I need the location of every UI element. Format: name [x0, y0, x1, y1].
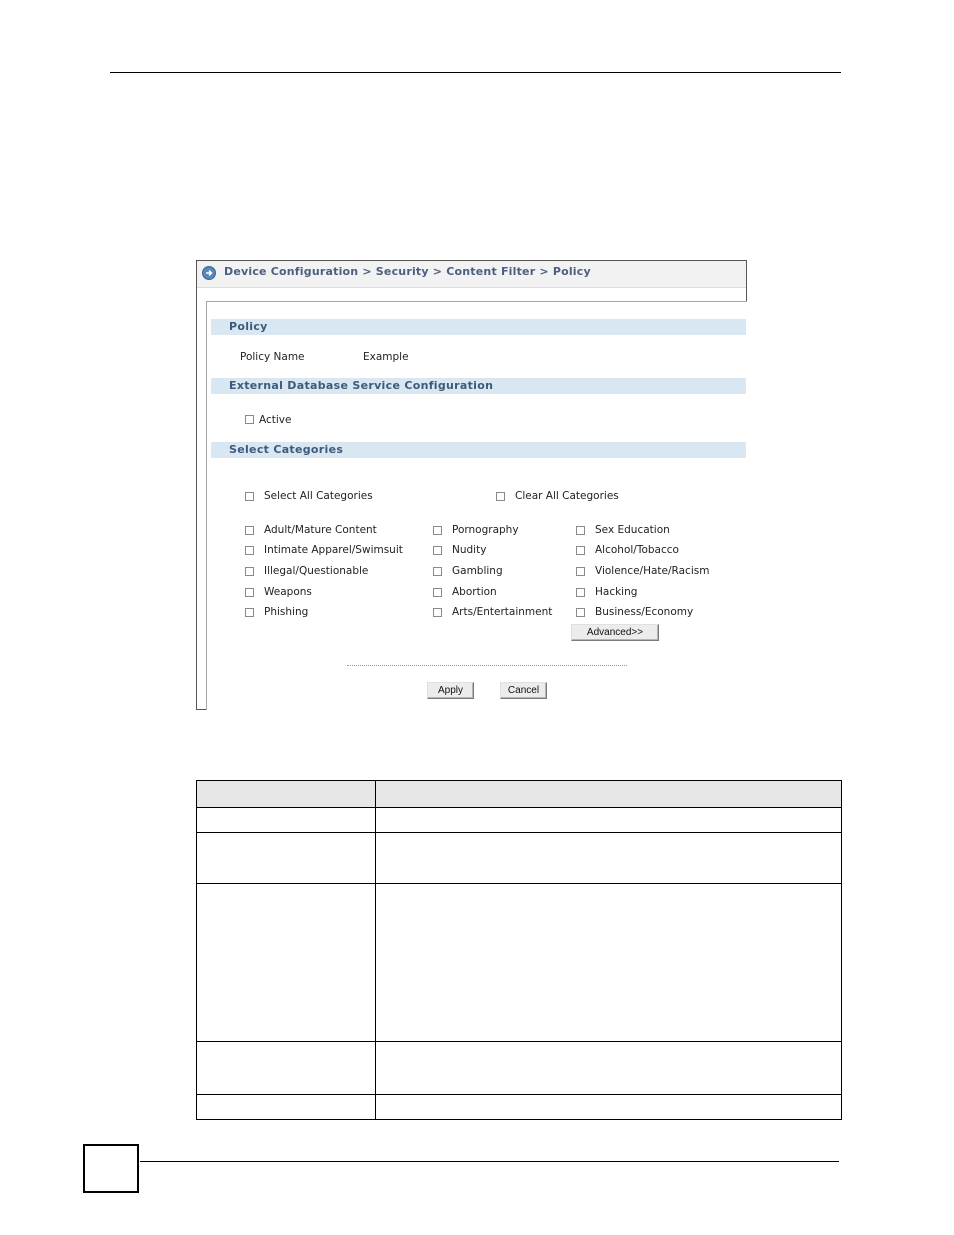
category-checkbox[interactable]: [576, 588, 585, 597]
table-cell: [376, 833, 842, 884]
table-cell: [197, 808, 376, 833]
category-label: Business/Economy: [595, 606, 694, 618]
section-categories-header: [211, 442, 746, 458]
section-title: Select Categories: [229, 443, 344, 456]
category-label: Sex Education: [595, 524, 670, 536]
table-header-cell: [197, 781, 376, 808]
footer-rule: [140, 1161, 839, 1162]
category-checkbox[interactable]: [245, 588, 254, 597]
table-cell: [376, 1042, 842, 1095]
category-label: Alcohol/Tobacco: [595, 544, 679, 556]
policy-name-value: Example: [363, 351, 409, 363]
category-label: Nudity: [452, 544, 487, 556]
table-row: [197, 1042, 842, 1095]
category-label: Hacking: [595, 586, 638, 598]
table-cell: [197, 1095, 376, 1120]
category-label: Pornography: [452, 524, 519, 536]
table-cell: [197, 833, 376, 884]
header-rule: [110, 72, 841, 73]
select-all-checkbox[interactable]: [245, 492, 254, 501]
breadcrumb: Device Configuration > Security > Content Filter > Policy: [224, 265, 591, 278]
category-label: Weapons: [264, 586, 312, 598]
table-header-cell: [376, 781, 842, 808]
content-filter-policy-screen: [196, 260, 747, 710]
select-all-label: Select All Categories: [264, 490, 373, 502]
table-row: [197, 884, 842, 1042]
category-checkbox[interactable]: [576, 608, 585, 617]
table-row: [197, 808, 842, 833]
table-row: [197, 1095, 842, 1120]
category-checkbox[interactable]: [245, 526, 254, 535]
breadcrumb-bar: [197, 261, 746, 288]
table-cell: [376, 1095, 842, 1120]
policy-name-label: Policy Name: [240, 351, 305, 363]
clear-all-label: Clear All Categories: [515, 490, 619, 502]
apply-button[interactable]: Apply: [427, 682, 474, 699]
section-title: External Database Service Configuration: [229, 379, 494, 392]
clear-all-checkbox[interactable]: [496, 492, 505, 501]
category-label: Gambling: [452, 565, 503, 577]
arrow-circle-icon: [202, 266, 216, 280]
category-label: Violence/Hate/Racism: [595, 565, 710, 577]
table-cell: [376, 808, 842, 833]
category-label: Phishing: [264, 606, 309, 618]
category-checkbox[interactable]: [433, 588, 442, 597]
category-checkbox[interactable]: [245, 567, 254, 576]
category-label: Arts/Entertainment: [452, 606, 553, 618]
advanced-button[interactable]: Advanced>>: [571, 624, 659, 641]
category-label: Adult/Mature Content: [264, 524, 377, 536]
cancel-button[interactable]: Cancel: [500, 682, 547, 699]
section-external-db-header: [211, 378, 746, 394]
category-label: Intimate Apparel/Swimsuit: [264, 544, 403, 556]
category-checkbox[interactable]: [245, 546, 254, 555]
active-label: Active: [259, 414, 292, 426]
category-label: Illegal/Questionable: [264, 565, 369, 577]
category-checkbox[interactable]: [245, 608, 254, 617]
category-checkbox[interactable]: [576, 526, 585, 535]
section-title: Policy: [229, 320, 268, 333]
category-checkbox[interactable]: [576, 546, 585, 555]
field-description-table: [196, 780, 842, 1120]
category-label: Abortion: [452, 586, 497, 598]
active-checkbox[interactable]: [245, 415, 254, 424]
table-header-row: [197, 781, 842, 808]
table-cell: [376, 884, 842, 1042]
table-row: [197, 833, 842, 884]
page-number-box: [83, 1144, 139, 1193]
section-policy-header: [211, 319, 746, 335]
category-checkbox[interactable]: [433, 608, 442, 617]
category-checkbox[interactable]: [433, 526, 442, 535]
table-cell: [197, 1042, 376, 1095]
category-checkbox[interactable]: [433, 567, 442, 576]
divider: [347, 665, 627, 666]
category-checkbox[interactable]: [433, 546, 442, 555]
table-cell: [197, 884, 376, 1042]
category-checkbox[interactable]: [576, 567, 585, 576]
